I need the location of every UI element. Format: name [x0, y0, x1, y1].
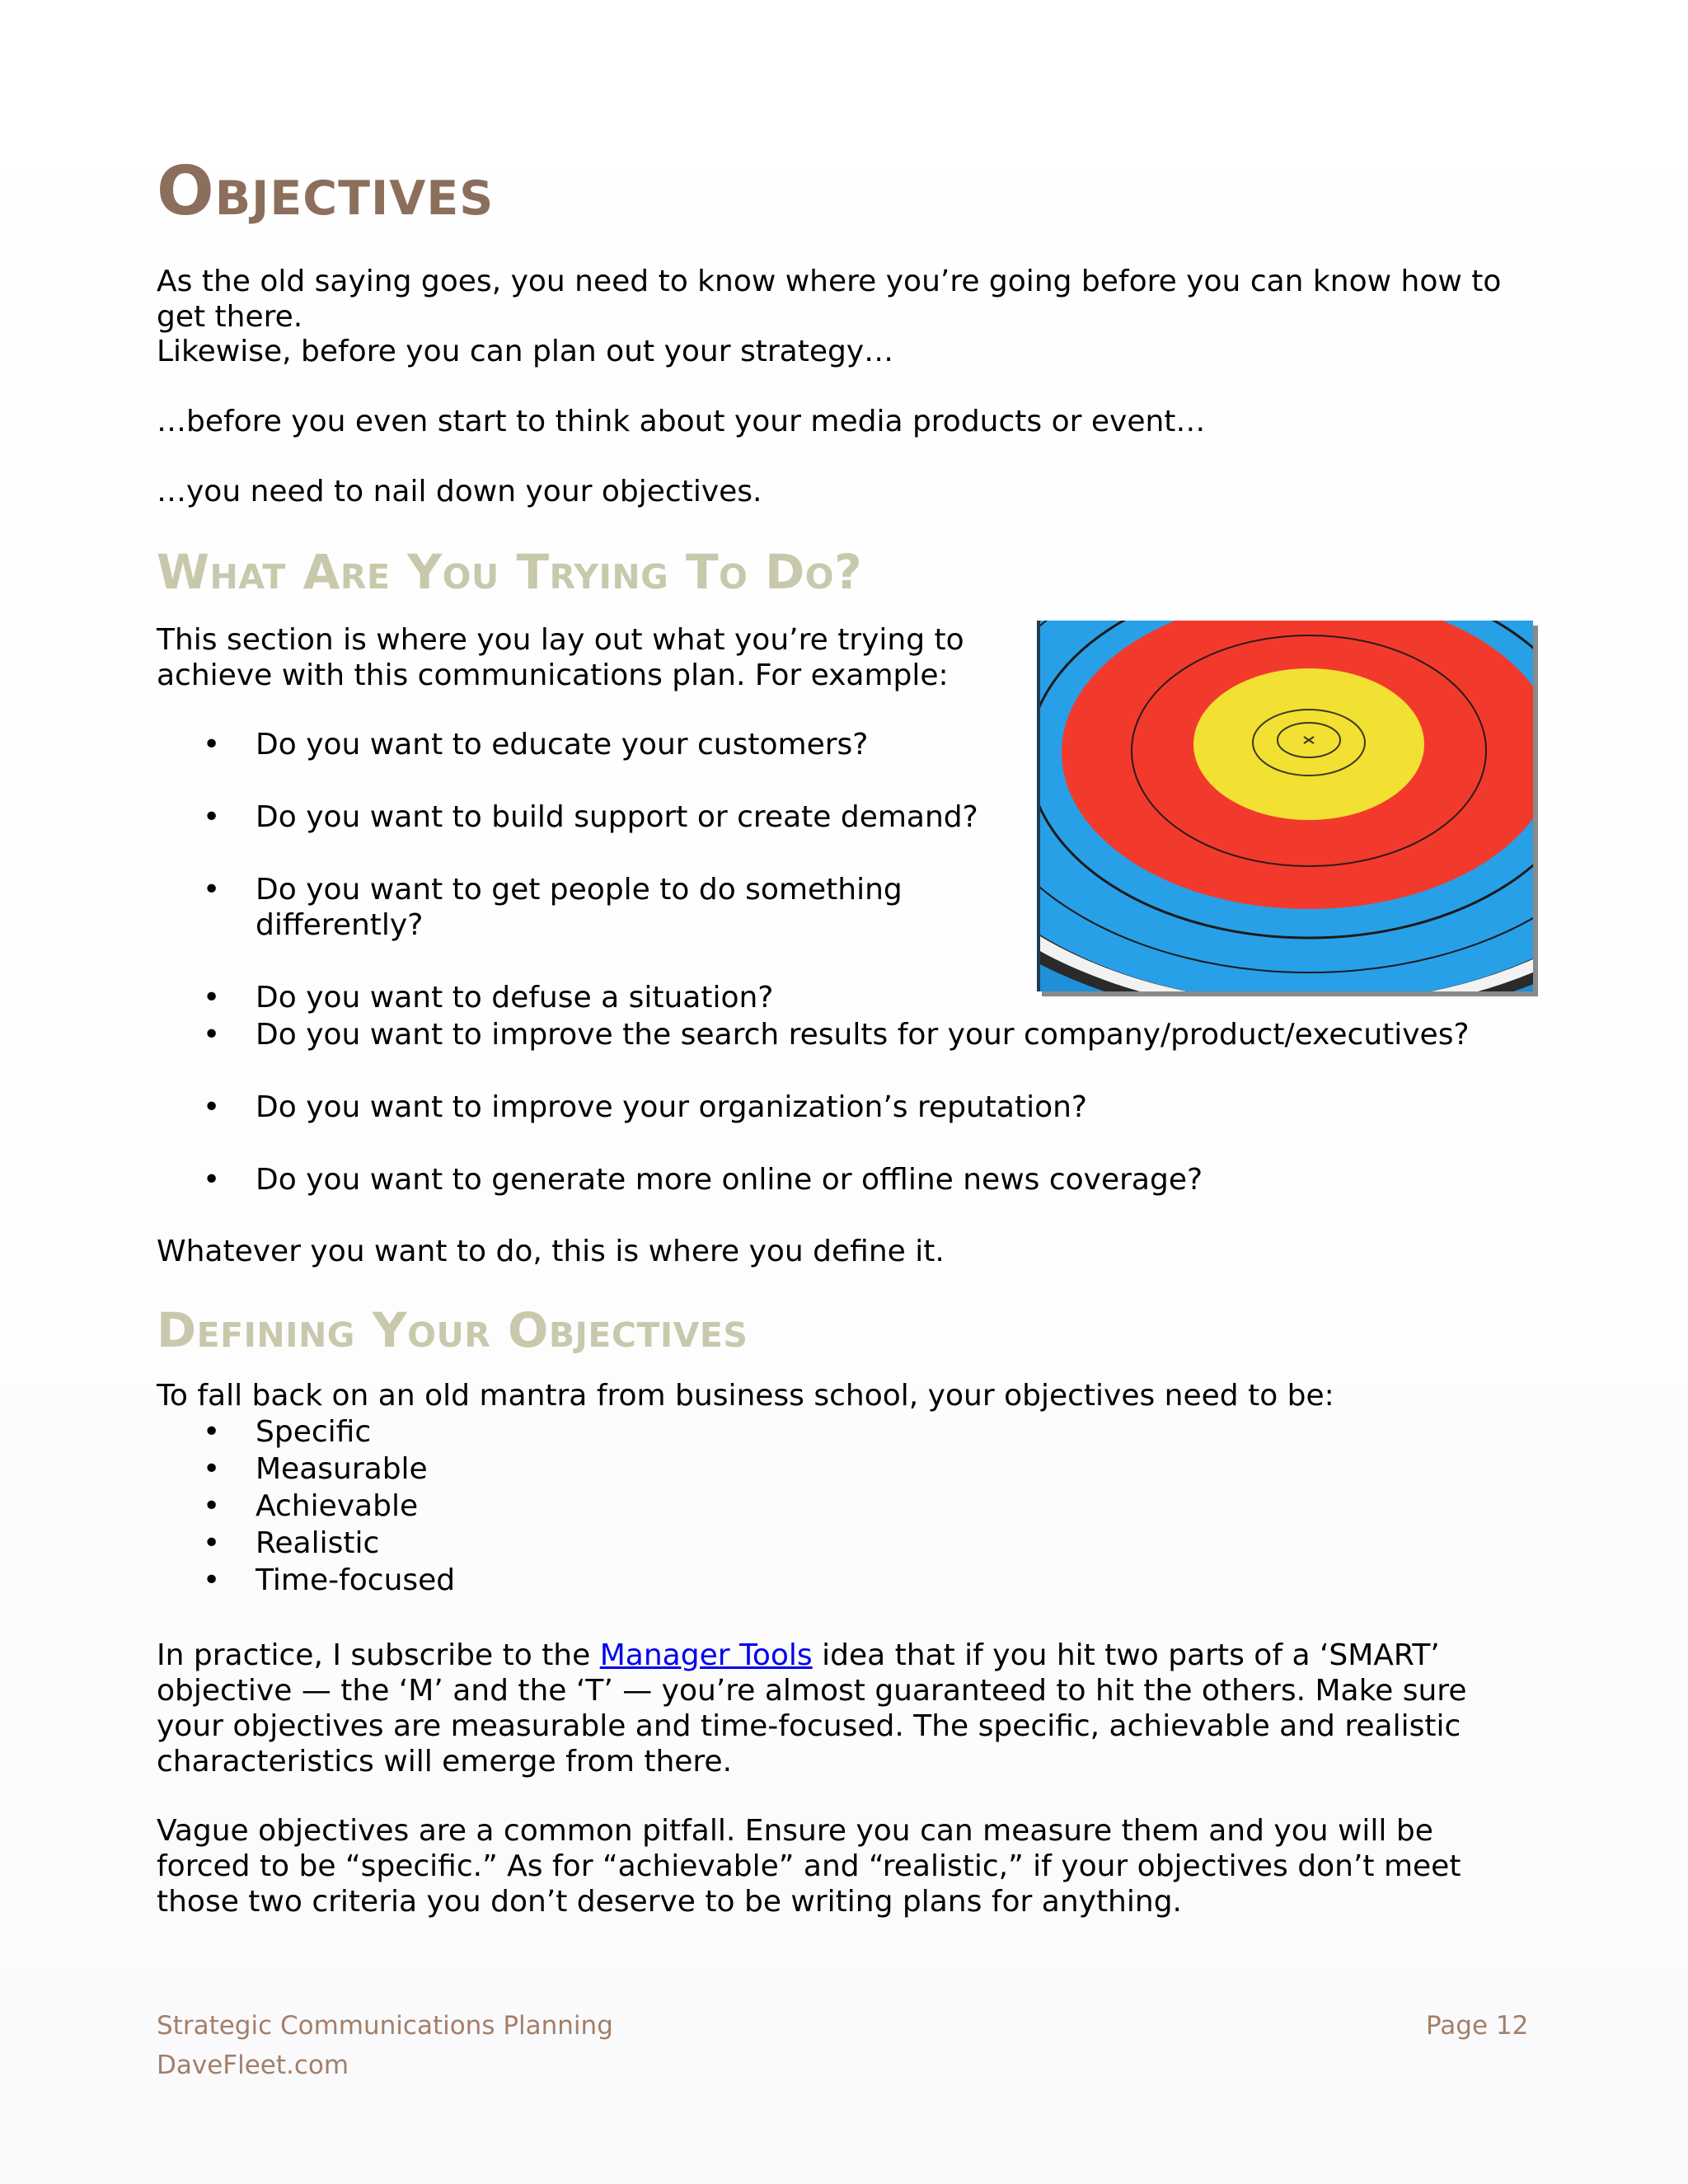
- archery-target-image: [1037, 621, 1533, 991]
- bullet-glyph: •: [203, 1526, 221, 1560]
- list-item-text: Do you want to get people to do something differently?: [256, 873, 903, 942]
- section2-paragraph-2: Vague objectives are a common pitfall. Ensure you can measure them and you will be forced to be “specific.” As for “achievable” and “realistic,” if your objectives don’t meet those two criteria you don’t deserve to be writing plans for anything.: [157, 1814, 1461, 1919]
- bullet-glyph: •: [203, 1489, 221, 1523]
- intro-paragraph-2: Likewise, before you can plan out your strategy…: [157, 335, 894, 368]
- list-item: [157, 872, 1063, 943]
- list-item-text: Time-focused: [256, 1563, 456, 1597]
- list-item: [157, 799, 1063, 835]
- section2-lead: To fall back on an old mantra from business school, your objectives need to be:: [157, 1379, 1334, 1413]
- list-item: [157, 1414, 816, 1450]
- intro-paragraph-3: …before you even start to think about your media products or event…: [157, 405, 1206, 438]
- footer-site: DaveFleet.com: [157, 2050, 349, 2080]
- smart-criteria-list: [157, 1414, 816, 1600]
- archery-target-icon: [1037, 621, 1533, 991]
- bullet-glyph: •: [203, 1163, 221, 1197]
- bullet-glyph: •: [203, 1452, 221, 1486]
- bullet-glyph: •: [203, 1415, 221, 1449]
- bullet-glyph: •: [203, 873, 221, 907]
- list-item-text: Do you want to build support or create demand?: [256, 800, 978, 834]
- bullet-glyph: •: [203, 800, 221, 834]
- section-heading-what-are-you-trying: What Are You Trying To Do?: [157, 544, 863, 600]
- intro-paragraph-1: As the old saying goes, you need to know where you’re going before you can know how to get there.: [157, 265, 1502, 334]
- list-item: [157, 1090, 1533, 1125]
- section-heading-defining-objectives: Defining Your Objectives: [157, 1302, 748, 1358]
- footer-page-number: Page 12: [1426, 2011, 1529, 2041]
- list-item-text: Do you want to defuse a situation?: [256, 981, 774, 1015]
- objectives-question-list-continued: [157, 1017, 1533, 1235]
- bullet-glyph: •: [203, 1090, 221, 1124]
- list-item-text: Do you want to improve the search results for your company/product/executives?: [256, 1018, 1470, 1052]
- page-title: Objectives: [157, 152, 495, 231]
- bullet-glyph: •: [203, 728, 221, 762]
- list-item: [157, 1488, 816, 1524]
- footer-document-title: Strategic Communications Planning: [157, 2011, 613, 2041]
- list-item-text: Realistic: [256, 1526, 380, 1560]
- intro-paragraph-4: …you need to nail down your objectives.: [157, 475, 762, 509]
- list-item: [157, 1563, 816, 1598]
- list-item-text: Achievable: [256, 1489, 419, 1523]
- list-item-text: Do you want to generate more online or offline news coverage?: [256, 1163, 1203, 1197]
- section1-lead: This section is where you lay out what you’re trying to achieve with this communications plan. For example:: [157, 623, 964, 692]
- list-item-text: Specific: [256, 1415, 372, 1449]
- manager-tools-link[interactable]: Manager Tools: [599, 1638, 813, 1672]
- section1-closing: Whatever you want to do, this is where you define it.: [157, 1235, 945, 1268]
- bullet-glyph: •: [203, 1018, 221, 1052]
- para1-before-text: In practice, I subscribe to the: [157, 1638, 600, 1672]
- list-item: [157, 1526, 816, 1561]
- bullet-glyph: •: [203, 1563, 221, 1597]
- list-item: [157, 1017, 1533, 1052]
- list-item-text: Do you want to educate your customers?: [256, 728, 869, 762]
- list-item-text: Measurable: [256, 1452, 428, 1486]
- list-item-text: Do you want to improve your organization’s reputation?: [256, 1090, 1088, 1124]
- bullet-glyph: •: [203, 981, 221, 1015]
- para1-after-text: idea that if you hit two parts of a ‘SMART’ objective — the ‘M’ and the ‘T’ — you’re almost guaranteed to hit the others. Make sure your objectives are measurable and time-focused. The specific, achievable and realistic characteristics will emerge from there.: [157, 1638, 1467, 1779]
- objectives-question-list: [157, 727, 1063, 1052]
- list-item: [157, 1162, 1533, 1197]
- section2-paragraph-1: [157, 1638, 1533, 1779]
- list-item: [157, 727, 1063, 762]
- list-item: [157, 1451, 816, 1487]
- list-item: [157, 980, 1063, 1015]
